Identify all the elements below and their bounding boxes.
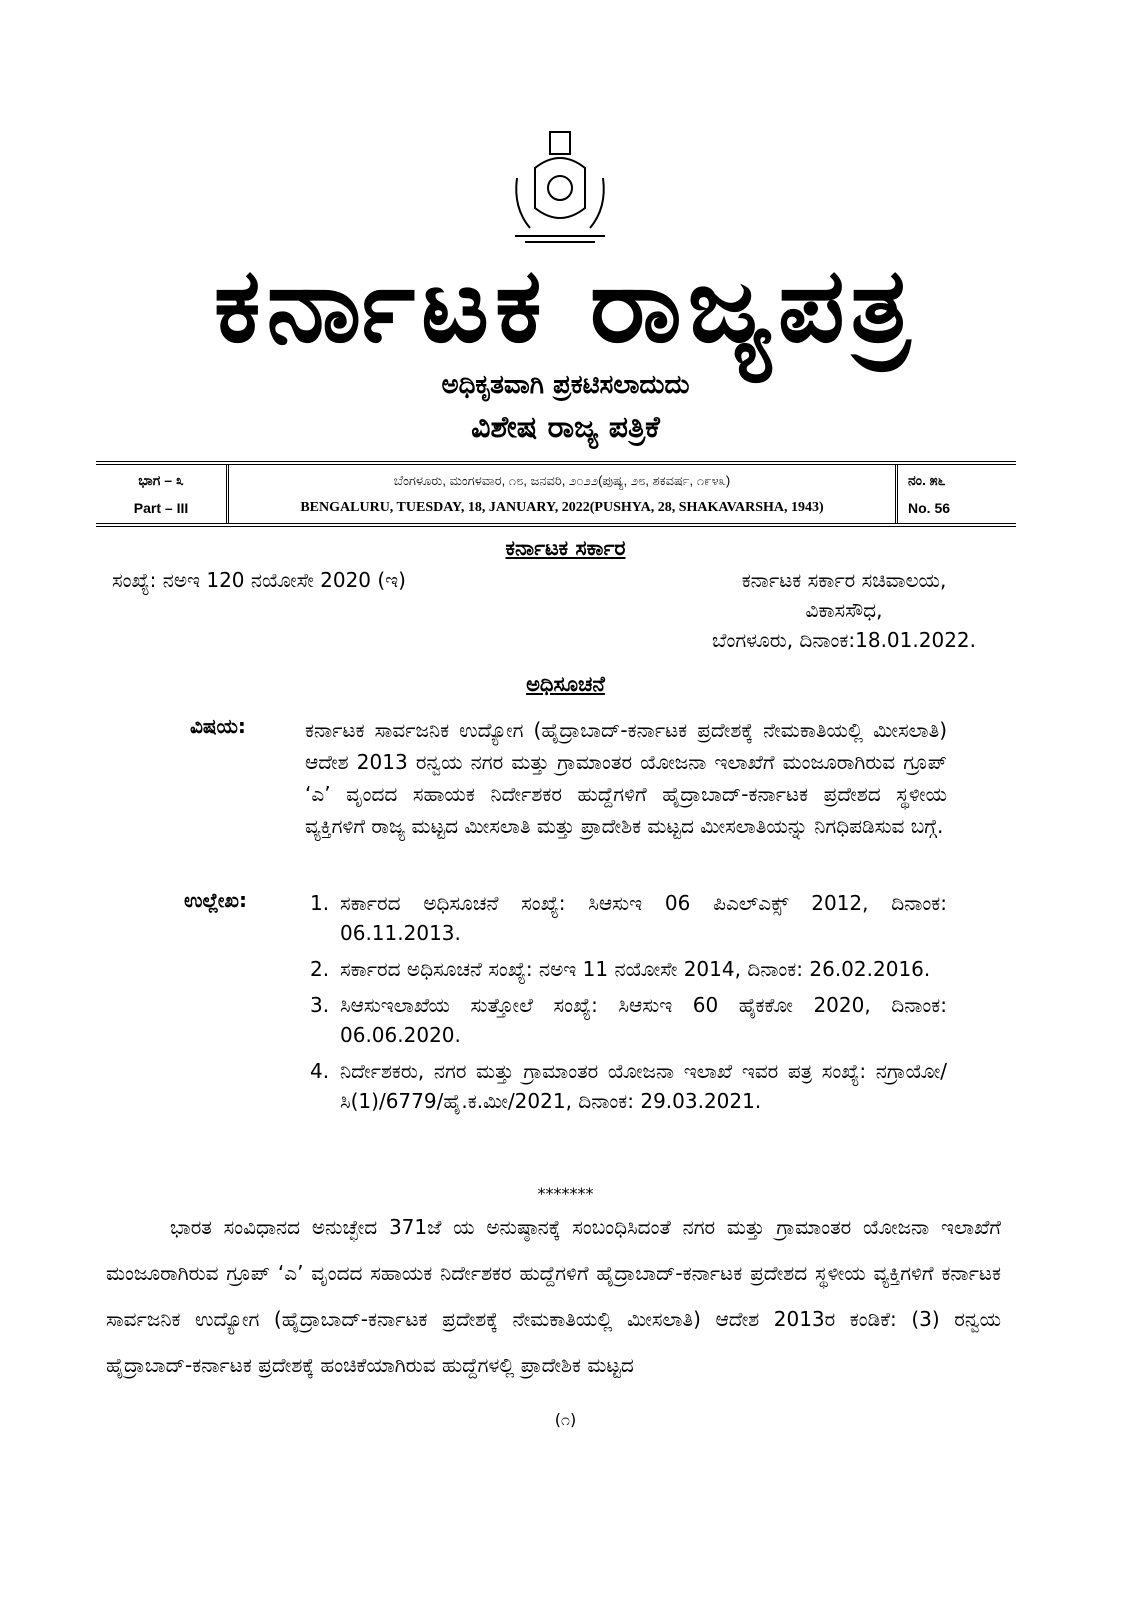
references-label: ಉಲ್ಲೇಖ: (184, 888, 247, 912)
government-heading: ಕರ್ನಾಟಕ ಸರ್ಕಾರ (505, 536, 626, 560)
part-en: Part – III (133, 499, 189, 516)
reference-number: ಸಂಖ್ಯೆ: ನಅಇ 120 ನಯೋಸೇ 2020 (ಇ) (112, 568, 406, 592)
part-kn: ಭಾಗ – ೩ (138, 472, 184, 489)
references-list (310, 888, 947, 1116)
issue-no-en: No. 56 (908, 499, 951, 516)
date-kn: ಬೆಂಗಳೂರು, ಮಂಗಳವಾರ, ೧೮, ಜನವರಿ, ೨೦೨೨(ಪುಷ್ಯ, ೨೮, ಶಕವರ್ಷ, ೧೯೪೩) (393, 472, 731, 488)
body-paragraph: ಭಾರತ ಸಂವಿಧಾನದ ಅನುಚ್ಛೇದ 371ಜೆ ಯ ಅನುಷ್ಠಾನಕ್ಕೆ ಸಂಬಂಧಿಸಿದಂತೆ ನಗರ ಮತ್ತು ಗ್ರಾಮಾಂತರ ಯೋಜನಾ ಇಲಾಖೆಗೆ ಮಂಜೂರಾಗಿರುವ ಗ್ರೂಪ್ ‘ಎ’ ವೃಂದದ ಸಹಾಯಕ ನಿರ್ದೇಶಕರ ಹುದ್ದೆಗಳಿಗೆ ಹೈದ್ರಾಬಾದ್-ಕರ್ನಾಟಕ ಪ್ರದೇಶದ ಸ್ಥಳೀಯ ವ್ಯಕ್ತಿಗಳಿಗೆ ಕರ್ನಾಟಕ ಸಾರ್ವಜನಿಕ ಉದ್ಯೋಗ (ಹೈದ್ರಾಬಾದ್-ಕರ್ನಾಟಕ ಪ್ರದೇಶಕ್ಕೆ ನೇಮಕಾತಿಯಲ್ಲಿ ಮೀಸಲಾತಿ) ಆದೇಶ 2013ರ ಕಂಡಿಕೆ: (3) ರನ್ವಯ ಹೈದ್ರಾಬಾದ್-ಕರ್ನಾಟಕ ಪ್ರದೇಶಕ್ಕೆ ಹಂಚಿಕೆಯಾಗಿರುವ ಹುದ್ದೆಗಳಲ್ಲಿ ಪ್ರಾದೇಶಿಕ ಮಟ್ಟದ (106, 1215, 1001, 1377)
issue-header (96, 461, 1016, 527)
subject-text: ಕರ್ನಾಟಕ ಸಾರ್ವಜನಿಕ ಉದ್ಯೋಗ (ಹೈದ್ರಾಬಾದ್-ಕರ್ನಾಟಕ ಪ್ರದೇಶಕ್ಕೆ ನೇಮಕಾತಿಯಲ್ಲಿ ಮೀಸಲಾತಿ) ಆದೇಶ 2013 ರನ್ವಯ ನಗರ ಮತ್ತು ಗ್ರಾಮಾಂತರ ಯೋಜನಾ ಇಲಾಖೆಗೆ ಮಂಜೂರಾಗಿರುವ ಗ್ರೂಪ್ ‘ಎ’ ವೃಂದದ ಸಹಾಯಕ ನಿರ್ದೇಶಕರ ಹುದ್ದೆಗಳಿಗೆ ಹೈದ್ರಾಬಾದ್-ಕರ್ನಾಟಕ ಪ್ರದೇಶದ ಸ್ಥಳೀಯ ವ್ಯಕ್ತಿಗಳಿಗೆ ರಾಜ್ಯ ಮಟ್ಟದ ಮೀಸಲಾತಿ ಮತ್ತು ಪ್ರಾದೇಶಿಕ ಮಟ್ಟದ ಮೀಸಲಾತಿಯನ್ನು ನಿಗಧಿಪಡಿಸುವ ಬಗ್ಗೆ. (305, 718, 947, 838)
date-en: BENGALURU, TUESDAY, 18, JANUARY, 2022(PUSHYA, 28, SHAKAVARSHA, 1943) (300, 499, 824, 515)
separator: ******* (537, 1184, 594, 1203)
address-line: ವಿಕಾಸಸೌಧ, (805, 598, 883, 622)
gazette-subtitle: ಅಧಿಕೃತವಾಗಿ ಪ್ರಕಟಿಸಲಾದುದು (441, 370, 690, 400)
address-block (712, 565, 976, 655)
address-line: ಕರ್ನಾಟಕ ಸರ್ಕಾರ ಸಚಿವಾಲಯ, (741, 568, 947, 592)
subject-label: ವಿಷಯ: (190, 714, 246, 738)
issue-no-kn: ನಂ. ೫೬ (908, 472, 946, 489)
notification-heading: ಅಧಿಸೂಚನೆ (526, 672, 605, 696)
reference-item: 3. ಸಿಆಸುಇಲಾಖೆಯ ಸುತ್ತೋಲೆ ಸಂಖ್ಯೆ: ಸಿಆಸುಇ 60 ಹೈಕಕೋ 2020, ದಿನಾಂಕ: 06.06.2020. (310, 993, 947, 1047)
reference-item: 4. ನಿರ್ದೇಶಕರು, ನಗರ ಮತ್ತು ಗ್ರಾಮಾಂತರ ಯೋಜನಾ ಇಲಾಖೆ ಇವರ ಪತ್ರ ಸಂಖ್ಯೆ: ನಗ್ರಾಯೋ/ಸಿ(1)/6779/ಹೈ.ಕ.ಮೀ/2021, ದಿನಾಂಕ: 29.03.2021. (310, 1059, 947, 1113)
state-emblem-icon (505, 128, 615, 246)
gazette-edition: ವಿಶೇಷ ರಾಜ್ಯ ಪತ್ರಿಕೆ (471, 410, 660, 445)
page-number: (೧) (554, 1410, 577, 1429)
reference-item: 1. ಸರ್ಕಾರದ ಅಧಿಸೂಚನೆ ಸಂಖ್ಯೆ: ಸಿಆಸುಇ 06 ಪಿಎಲ್‌ಎಕ್ಸ್ 2012, ದಿನಾಂಕ: 06.11.2013. (310, 891, 947, 945)
reference-item: 2. ಸರ್ಕಾರದ ಅಧಿಸೂಚನೆ ಸಂಖ್ಯೆ: ನಅಇ 11 ನಯೋಸೇ 2014, ದಿನಾಂಕ: 26.02.2016. (310, 957, 931, 981)
gazette-title: ಕರ್ನಾಟಕ ರಾಜ್ಯಪತ್ರ (213, 243, 917, 366)
address-line: ಬೆಂಗಳೂರು, ದಿನಾಂಕ:18.01.2022. (712, 628, 976, 652)
